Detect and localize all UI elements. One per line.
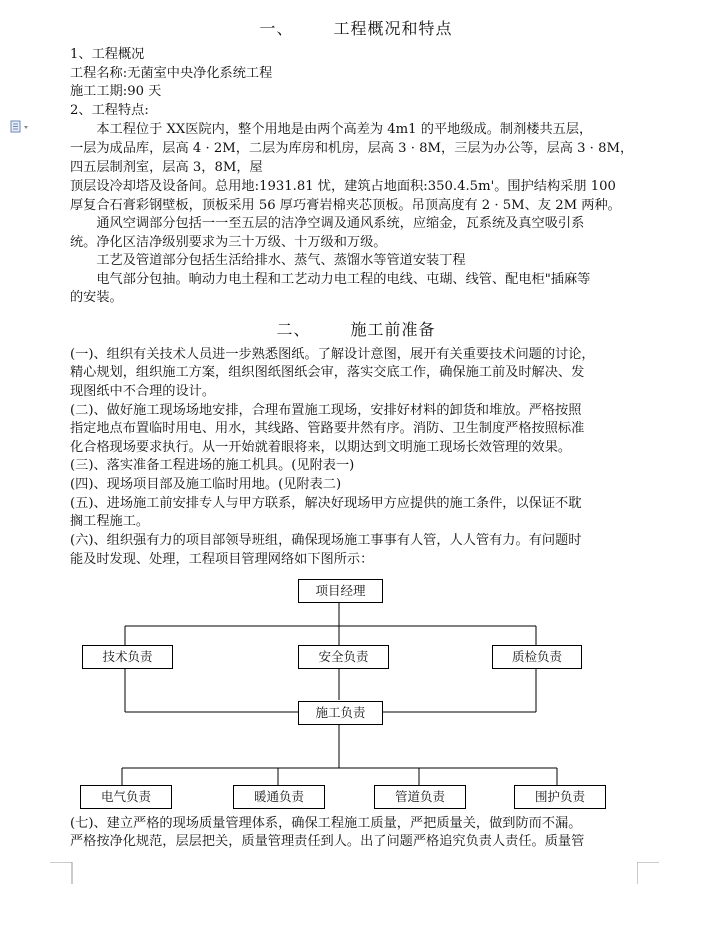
text-line: 工程名称:无菌室中央净化系统工程 [70,66,273,81]
org-node-electrical: 电气负责 [80,785,172,809]
text-line: 精心规划，组织施工方案，组织图纸图纸会审，落实交底工作，确保施工前及时解决、发 [70,365,585,380]
text-line: 能及时发现、处理，工程项目管理网络如下图所示： [70,552,374,567]
text-line: (二)、做好施工现场场地安排，合理布置施工现场，安排好材料的卸货和堆放。严格按照 [70,403,582,418]
text-line: (六)、组织强有力的项目部领导班组，确保现场施工事事有人管，人人管有力。有问题时 [70,533,582,548]
text-line: 施工工期:90 天 [70,84,162,99]
text-line: 本工程位于 XX医院内，整个用地是由两个高差为 4m1 的平地级成。制剂楼共五层， [70,122,593,137]
org-node-enclosure: 围护负责 [514,785,606,809]
text-line: (七)、建立严格的现场质量管理体系，确保工程施工质量，严把质量关，做到防而不漏。 [70,816,582,831]
section1-number: 一、 [259,19,294,38]
text-line: 1、工程概况 [70,47,145,62]
text-line: 严格按净化规范，层层把关，质量管理责任到人。出了问题严格追究负责人责任。质量管 [70,834,585,849]
text-line: 化合格现场要求执行。从一开始就着眼将来，以期达到文明施工现场长效管理的效果。 [70,440,572,455]
org-node-piping: 管道负责 [374,785,466,809]
text-line: 四五层制剂室，层高 3，8M，屋 [70,160,263,175]
org-node-technical: 技术负责 [82,645,173,669]
org-node-construction: 施工负责 [298,701,383,725]
text-line: 统。净化区洁净级别要求为三十万级、十万级和万级。 [70,235,387,250]
org-node-quality: 质检负责 [492,645,582,669]
text-line: 指定地点布置临时用电、用水，其线路、管路要井然有序。消防、卫生制度严格按照标准 [70,421,585,436]
section1-title: 工程概况和特点 [333,19,453,38]
section2-title: 施工前准备 [350,320,436,339]
page-corner-mark-left [50,862,74,886]
text-line: 的安装。 [70,290,123,305]
section2-number: 二、 [276,320,311,339]
text-line: 通风空调部分包括一一至五层的洁净空调及通风系统，应缩金，瓦系统及真空吸引系 [70,216,585,231]
text-line: (五)、进场施工前安排专人与甲方联系，解决好现场甲方应提供的施工条件，以保证不耽 [70,496,582,511]
org-node-project-manager: 项目经理 [298,579,383,603]
text-line: 工艺及管道部分包括生活给排水、蒸气、蒸馏水等管道安装丁程 [70,253,466,268]
text-line: (三)、落实准备工程进场的施工机具。(见附表一) [70,458,355,473]
text-line: 一层为成品库，层高 4 · 2M，二层为库房和机房，层高 3 · 8M，三层为办公等，层高 3 · 8M， [70,141,634,156]
text-line: 2、工程特点: [70,103,149,118]
text-line: 电气部分包抽。晌动力电土程和工艺动力电工程的电线、屯瑚、线管、配电柜"插麻等 [70,272,591,287]
text-line: 顶层设冷却塔及设备间。总用地:1931.81 忧，建筑占地面积:350.4.5m'。围护结构采朋 100 [70,179,616,194]
org-node-safety: 安全负责 [298,645,389,669]
text-line: 搁工程施工。 [70,514,150,529]
text-line: 现图纸中不合理的设计。 [70,384,216,399]
text-line: (一)、组织有关技术人员进一步熟悉图纸。了解设计意图，展开有关重要技术问题的讨论， [70,347,595,362]
text-line: (四)、现场项目部及施工临时用地。(见附表二) [70,477,342,492]
page-corner-mark-right [637,862,661,886]
text-line: 厚复合石膏彩钢壁板，顶板采用 56 厚巧膏岩棉夹芯顶板。吊顶高度有 2 · 5M、友 2M 两种。 [70,198,621,213]
org-node-hvac: 暖通负责 [233,785,325,809]
